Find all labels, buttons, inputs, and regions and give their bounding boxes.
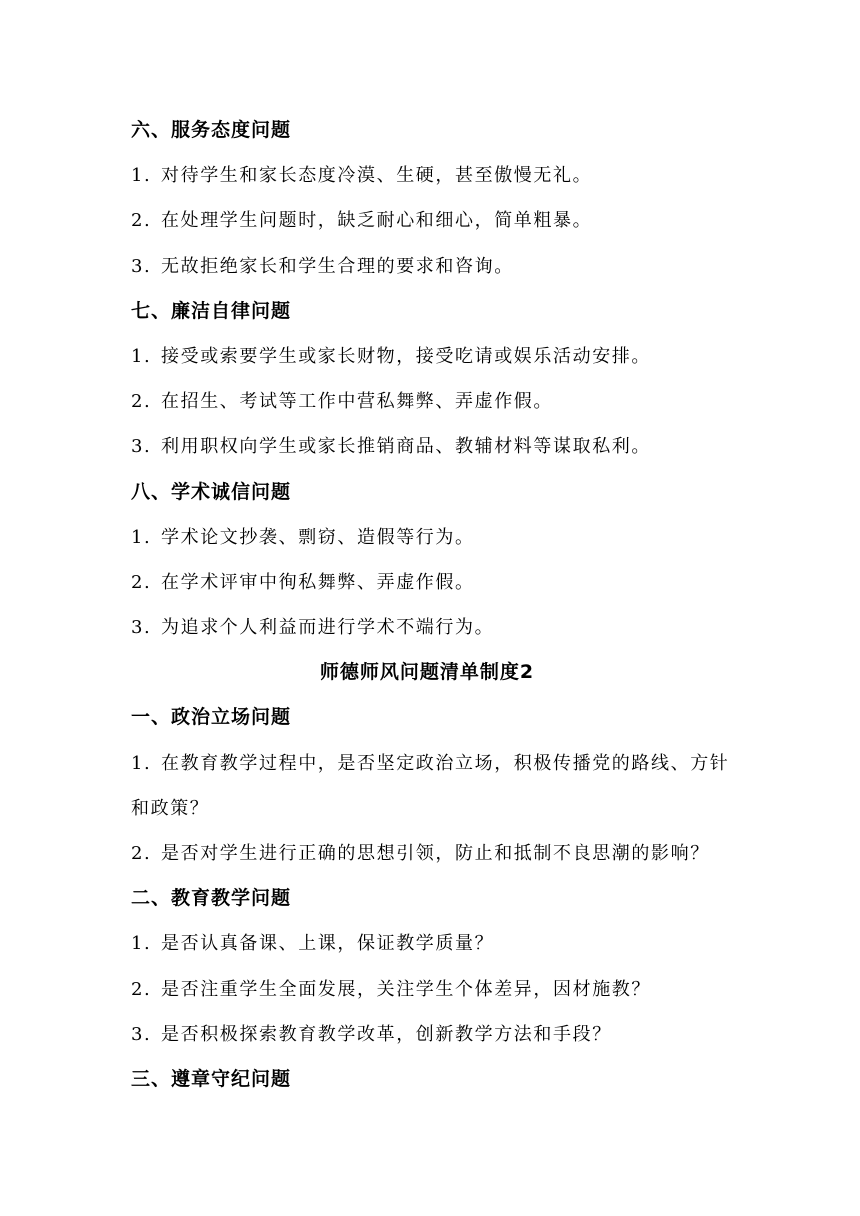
list-item [131,244,731,289]
list-item [131,921,731,966]
section-heading: 八、学术诚信问题 [131,480,292,503]
list-item [131,198,731,243]
item-number: 1. [131,526,152,548]
list-item [131,741,731,831]
item-text: 学术论文抄袭、剽窃、造假等行为。 [161,526,475,548]
item-number: 3. [131,436,152,458]
item-text: 接受或索要学生或家长财物，接受吃请或娱乐活动安排。 [161,345,651,367]
list-item [131,334,731,379]
item-text: 在教育教学过程中，是否坚定政治立场，积极传播党的路线、方针和政策？ [131,752,730,819]
item-text: 在招生、考试等工作中营私舞弊、弄虚作假。 [161,391,553,413]
list-item [131,515,731,560]
document-title: 师德师风问题清单制度2 [319,661,535,684]
item-text: 是否对学生进行正确的思想引领，防止和抵制不良思潮的影响？ [161,843,710,865]
list-item [131,153,731,198]
list-item [131,1012,731,1057]
section-heading: 六、服务态度问题 [131,119,292,141]
item-number: 1. [131,345,152,367]
item-text: 是否积极探索教育教学改革，创新教学方法和手段？ [161,1023,612,1045]
item-number: 2. [131,978,152,1000]
item-number: 1. [131,933,152,955]
item-text: 无故拒绝家长和学生合理的要求和咨询。 [161,255,514,277]
section-heading: 七、廉洁自律问题 [131,299,292,322]
item-number: 3. [131,1023,152,1045]
item-number: 2. [131,391,152,413]
item-text: 在处理学生问题时，缺乏耐心和细心，简单粗暴。 [161,210,593,232]
list-item [131,605,731,650]
item-number: 1. [131,752,152,774]
section-heading: 三、遵章守纪问题 [131,1067,292,1090]
list-item [131,379,731,424]
document-body [131,108,731,1102]
item-number: 3. [131,617,152,639]
item-text: 为追求个人利益而进行学术不端行为。 [161,617,495,639]
item-text: 对待学生和家长态度冷漠、生硬，甚至傲慢无礼。 [161,165,593,187]
item-number: 1. [131,165,152,187]
section-heading: 一、政治立场问题 [131,706,292,729]
item-text: 利用职权向学生或家长推销商品、教辅材料等谋取私利。 [161,436,651,458]
item-number: 2. [131,843,152,865]
item-text: 在学术评审中徇私舞弊、弄虚作假。 [161,571,475,593]
item-number: 2. [131,210,152,232]
item-number: 3. [131,255,152,277]
item-number: 2. [131,571,152,593]
item-text: 是否注重学生全面发展，关注学生个体差异，因材施教？ [161,978,651,1000]
list-item [131,831,731,876]
list-item [131,560,731,605]
section-heading: 二、教育教学问题 [131,887,292,910]
list-item [131,967,731,1012]
list-item [131,424,731,469]
item-text: 是否认真备课、上课，保证教学质量？ [161,933,495,955]
